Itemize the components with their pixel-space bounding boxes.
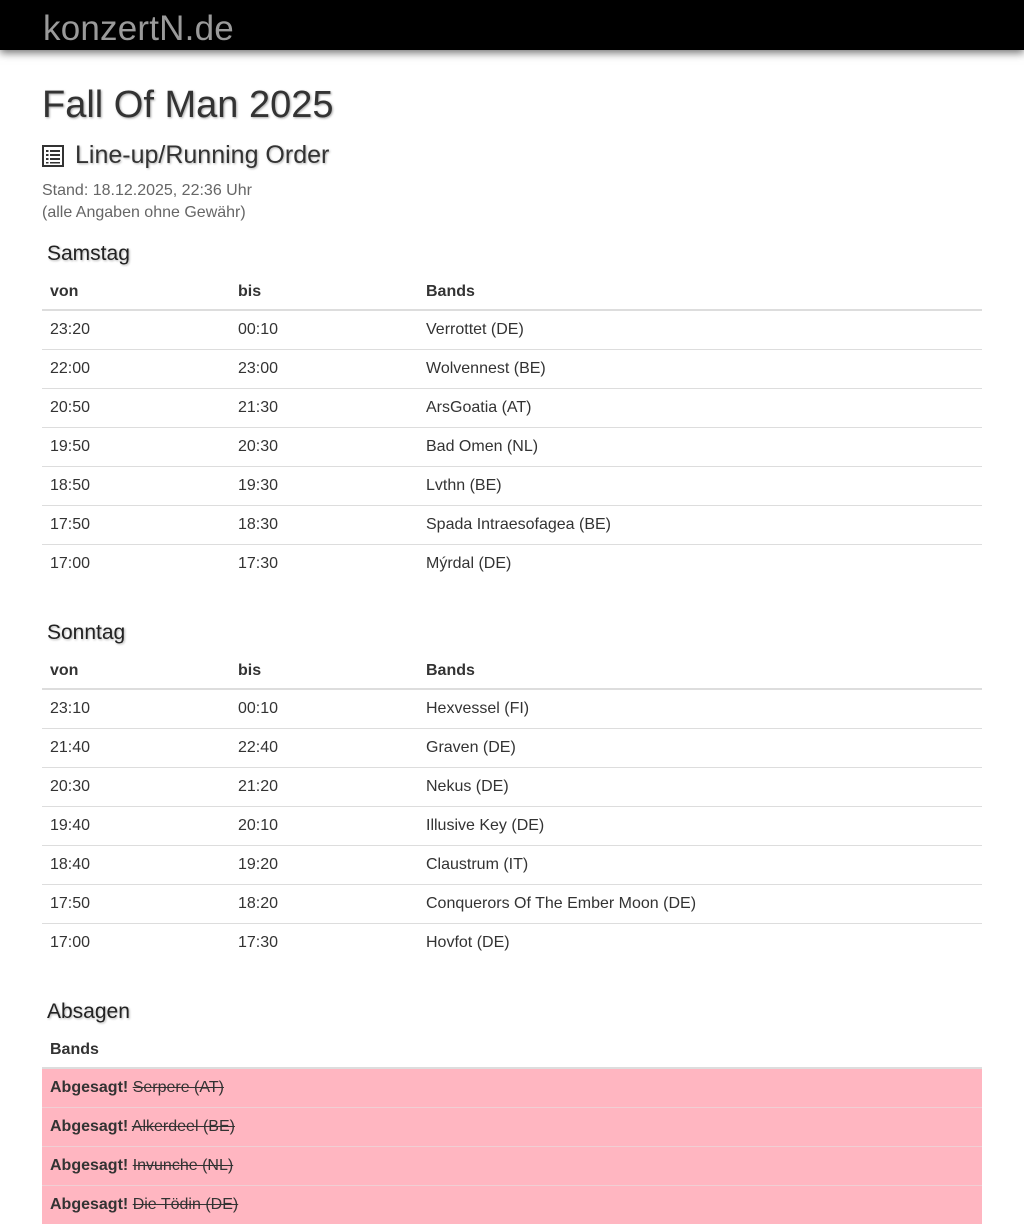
table-header-row	[42, 653, 982, 689]
table-row	[42, 389, 982, 428]
end-time: 21:30	[230, 389, 418, 428]
cancellation-cell	[42, 1147, 982, 1186]
column-header-bands: Bands	[42, 1032, 982, 1068]
main-content	[42, 50, 982, 1224]
cancelled-band-name: Alkerdeel (BE)	[131, 1118, 235, 1135]
band-name: Mýrdal (DE)	[426, 555, 512, 572]
table-row	[42, 846, 982, 885]
cancellations-title: Absagen	[47, 1000, 130, 1023]
end-time: 19:30	[230, 467, 418, 506]
start-time: 17:50	[42, 885, 230, 924]
start-time: 17:00	[50, 934, 91, 951]
site-brand-link[interactable]: konzertN.de	[43, 9, 234, 48]
end-time: 20:30	[230, 428, 418, 467]
band-name: Hexvessel (FI)	[418, 689, 982, 729]
start-time: 21:40	[42, 729, 230, 768]
band-name: Lvthn (BE)	[418, 467, 982, 506]
cancellation-row	[42, 1186, 982, 1225]
column-header-to: bis	[230, 274, 418, 310]
list-icon	[42, 144, 64, 166]
cancellation-row	[42, 1147, 982, 1186]
table-row	[42, 807, 982, 846]
table-row	[42, 729, 982, 768]
cancellation-row	[42, 1108, 982, 1147]
start-time: 18:40	[42, 846, 230, 885]
start-time: 23:20	[42, 310, 230, 350]
band-name: Illusive Key (DE)	[418, 807, 982, 846]
table-row	[42, 467, 982, 506]
table-row	[42, 885, 982, 924]
spacer	[42, 962, 982, 982]
end-time: 18:30	[230, 506, 418, 545]
band-name: Verrottet (DE)	[418, 310, 982, 350]
cancelled-label: Abgesagt!	[50, 1118, 129, 1135]
update-info	[42, 180, 982, 224]
column-header-bands: Bands	[418, 274, 982, 310]
running-order-table	[42, 653, 982, 962]
cancellations-body	[42, 1068, 982, 1224]
updated-timestamp: Stand: 18.12.2025, 22:36 Uhr	[42, 182, 252, 199]
cancelled-band-name: Serpere (AT)	[132, 1079, 224, 1096]
band-name: Spada Intraesofagea (BE)	[418, 506, 982, 545]
end-time: 17:30	[238, 555, 279, 572]
column-header-bands: Bands	[418, 653, 982, 689]
column-header-from: von	[42, 653, 230, 689]
cancellation-cell	[42, 1186, 982, 1225]
cancellations-table	[42, 1032, 982, 1224]
spacer	[42, 583, 982, 603]
table-header-row	[42, 274, 982, 310]
start-time: 17:50	[42, 506, 230, 545]
cancelled-label: Abgesagt!	[50, 1157, 129, 1174]
table-row	[42, 428, 982, 467]
band-name: Claustrum (IT)	[418, 846, 982, 885]
start-time: 20:30	[42, 768, 230, 807]
band-name: Bad Omen (NL)	[418, 428, 982, 467]
band-name: Nekus (DE)	[418, 768, 982, 807]
start-time: 23:10	[42, 689, 230, 729]
start-time: 19:40	[42, 807, 230, 846]
band-name: Hovfot (DE)	[426, 934, 510, 951]
start-time: 20:50	[42, 389, 230, 428]
end-time: 17:30	[238, 934, 279, 951]
cancellation-cell	[42, 1068, 982, 1108]
cancellations-header-row	[42, 1032, 982, 1068]
section-title	[42, 140, 982, 170]
start-time: 22:00	[42, 350, 230, 389]
start-time: 17:00	[50, 555, 91, 572]
end-time: 00:10	[230, 689, 418, 729]
cancellation-cell	[42, 1108, 982, 1147]
end-time: 22:40	[230, 729, 418, 768]
cancelled-band-name: Invunche (NL)	[132, 1157, 234, 1174]
table-row	[42, 689, 982, 729]
table-row	[42, 924, 982, 963]
column-header-from: von	[42, 274, 230, 310]
end-time: 20:10	[230, 807, 418, 846]
table-row	[42, 310, 982, 350]
start-time: 18:50	[42, 467, 230, 506]
table-row	[42, 506, 982, 545]
band-name: Wolvennest (BE)	[418, 350, 982, 389]
cancelled-band-name: Die Tödin (DE)	[132, 1196, 239, 1213]
start-time: 19:50	[42, 428, 230, 467]
table-row	[42, 545, 982, 584]
end-time: 00:10	[230, 310, 418, 350]
cancelled-label: Abgesagt!	[50, 1196, 129, 1213]
top-navbar	[0, 0, 1024, 50]
days-container	[42, 241, 982, 982]
column-header-to: bis	[230, 653, 418, 689]
cancelled-label: Abgesagt!	[50, 1079, 129, 1096]
running-order-table	[42, 274, 982, 583]
end-time: 18:20	[230, 885, 418, 924]
end-time: 23:00	[230, 350, 418, 389]
section-title-text: Line-up/Running Order	[75, 141, 330, 169]
page-title: Fall Of Man 2025	[42, 84, 334, 126]
cancellation-row	[42, 1068, 982, 1108]
end-time: 21:20	[230, 768, 418, 807]
table-row	[42, 350, 982, 389]
table-row	[42, 768, 982, 807]
end-time: 19:20	[230, 846, 418, 885]
band-name: Graven (DE)	[418, 729, 982, 768]
band-name: Conquerors Of The Ember Moon (DE)	[418, 885, 982, 924]
day-title: Samstag	[47, 242, 130, 265]
day-title: Sonntag	[47, 621, 126, 644]
band-name: ArsGoatia (AT)	[418, 389, 982, 428]
disclaimer: (alle Angaben ohne Gewähr)	[42, 204, 246, 221]
